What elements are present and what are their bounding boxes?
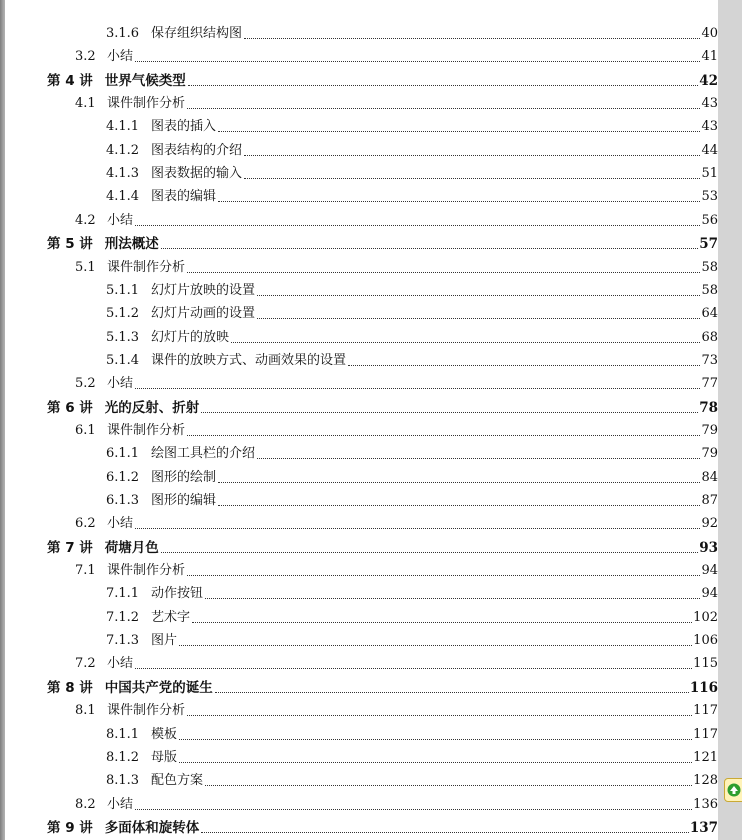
toc-title: 模板 bbox=[151, 727, 178, 742]
toc-row-sub bbox=[5, 137, 742, 159]
toc-title: 荷塘月色 bbox=[104, 540, 159, 556]
toc-leader-dots bbox=[201, 831, 689, 833]
toc-page-number: 51 bbox=[701, 166, 718, 181]
toc-row-sub bbox=[5, 487, 742, 509]
toc-row-section bbox=[5, 417, 742, 439]
toc-page-number: 77 bbox=[701, 376, 718, 391]
toc-page-number: 58 bbox=[701, 283, 718, 298]
toc-page-number: 43 bbox=[701, 96, 718, 111]
toc-page-number: 84 bbox=[701, 470, 718, 485]
toc-row-section bbox=[5, 370, 742, 392]
toc-title: 艺术字 bbox=[151, 610, 191, 625]
toc-title: 绘图工具栏的介绍 bbox=[151, 446, 256, 461]
toc-page-number: 117 bbox=[693, 703, 718, 718]
toc-title: 图形的绘制 bbox=[151, 470, 217, 485]
toc-title: 动作按钮 bbox=[151, 586, 204, 601]
toc-row-sub bbox=[5, 627, 742, 649]
toc-number: 第 5 讲 bbox=[47, 236, 93, 252]
toc-number: 3.2 bbox=[75, 49, 96, 64]
toc-row-sub bbox=[5, 604, 742, 626]
viewer-right-gutter bbox=[718, 0, 742, 840]
toc-page-number: 117 bbox=[693, 727, 718, 742]
toc-leader-dots bbox=[187, 271, 700, 273]
toc-page-number: 102 bbox=[693, 610, 718, 625]
toc-number: 5.1.3 bbox=[106, 330, 140, 345]
scroll-up-arrow-icon bbox=[727, 783, 741, 797]
toc-title: 保存组织结构图 bbox=[151, 26, 243, 41]
toc-leader-dots bbox=[244, 177, 700, 179]
toc-page-number: 79 bbox=[701, 423, 718, 438]
toc-title: 课件制作分析 bbox=[107, 260, 186, 275]
toc-page-number: 64 bbox=[701, 306, 718, 321]
toc-page-number: 94 bbox=[701, 586, 718, 601]
toc-leader-dots bbox=[179, 761, 692, 763]
toc-row-chapter bbox=[5, 674, 742, 696]
toc-row-sub bbox=[5, 767, 742, 789]
toc-title: 图表结构的介绍 bbox=[151, 143, 243, 158]
toc-title: 图表数据的输入 bbox=[151, 166, 243, 181]
toc-number: 第 8 讲 bbox=[47, 680, 93, 696]
toc-title: 幻灯片放映的设置 bbox=[151, 283, 256, 298]
toc-title: 小结 bbox=[107, 376, 134, 391]
toc-title: 世界气候类型 bbox=[104, 73, 186, 89]
toc-page-number: 58 bbox=[701, 260, 718, 275]
toc-title: 课件制作分析 bbox=[107, 563, 186, 578]
toc-row-sub bbox=[5, 160, 742, 182]
toc-row-section bbox=[5, 510, 742, 532]
toc-page-number: 53 bbox=[701, 189, 718, 204]
toc-leader-dots bbox=[205, 784, 692, 786]
toc-title: 课件制作分析 bbox=[107, 96, 186, 111]
toc-title: 图表的插入 bbox=[151, 119, 217, 134]
toc-number: 4.1.1 bbox=[106, 119, 140, 134]
toc-leader-dots bbox=[161, 247, 698, 249]
toc-number: 5.1.1 bbox=[106, 283, 140, 298]
toc-number: 第 4 讲 bbox=[47, 73, 93, 89]
toc-leader-dots bbox=[188, 84, 698, 86]
toc-number: 6.2 bbox=[75, 516, 96, 531]
toc-page-number: 92 bbox=[701, 516, 718, 531]
toc-row-section bbox=[5, 650, 742, 672]
toc-leader-dots bbox=[218, 200, 700, 202]
toc-number: 4.1 bbox=[75, 96, 96, 111]
toc-page-number: 115 bbox=[693, 656, 718, 671]
toc-title: 课件的放映方式、动画效果的设置 bbox=[151, 353, 347, 368]
toc-row-sub bbox=[5, 20, 742, 42]
toc-number: 4.1.4 bbox=[106, 189, 140, 204]
toc-leader-dots bbox=[257, 317, 700, 319]
toc-title: 图形的编辑 bbox=[151, 493, 217, 508]
toc-number: 3.1.6 bbox=[106, 26, 140, 41]
toc-title: 幻灯片的放映 bbox=[151, 330, 230, 345]
toc-row-sub bbox=[5, 580, 742, 602]
toc-row-chapter bbox=[5, 394, 742, 416]
toc-row-chapter bbox=[5, 814, 742, 836]
toc-number: 7.1 bbox=[75, 563, 96, 578]
toc-leader-dots bbox=[257, 457, 700, 459]
toc-number: 5.2 bbox=[75, 376, 96, 391]
toc-leader-dots bbox=[135, 667, 692, 669]
toc-row-section bbox=[5, 43, 742, 65]
toc-number: 8.1.2 bbox=[106, 750, 140, 765]
toc-row-chapter bbox=[5, 67, 742, 89]
toc-title: 图表的编辑 bbox=[151, 189, 217, 204]
toc-page-number: 87 bbox=[701, 493, 718, 508]
toc-title: 小结 bbox=[107, 797, 134, 812]
toc-leader-dots bbox=[187, 434, 700, 436]
toc-title: 配色方案 bbox=[151, 773, 204, 788]
toc-number: 5.1.4 bbox=[106, 353, 140, 368]
toc-leader-dots bbox=[187, 714, 692, 716]
toc-leader-dots bbox=[201, 411, 698, 413]
toc-title: 课件制作分析 bbox=[107, 423, 186, 438]
toc-page-number: 57 bbox=[699, 236, 718, 252]
toc-row-chapter bbox=[5, 534, 742, 556]
toc-number: 7.1.1 bbox=[106, 586, 140, 601]
toc-leader-dots bbox=[135, 224, 700, 226]
toc-page-number: 68 bbox=[701, 330, 718, 345]
toc-leader-dots bbox=[231, 341, 700, 343]
toc-leader-dots bbox=[135, 527, 700, 529]
toc-number: 6.1.2 bbox=[106, 470, 140, 485]
toc-row-sub bbox=[5, 347, 742, 369]
toc-leader-dots bbox=[257, 294, 700, 296]
toc-row-section bbox=[5, 254, 742, 276]
toc-title: 小结 bbox=[107, 213, 134, 228]
toc-number: 第 7 讲 bbox=[47, 540, 93, 556]
toc-leader-dots bbox=[218, 130, 700, 132]
toc-leader-dots bbox=[244, 154, 700, 156]
toc-page-number: 44 bbox=[701, 143, 718, 158]
toc-page-number: 94 bbox=[701, 563, 718, 578]
toc-row-section bbox=[5, 557, 742, 579]
toc-leader-dots bbox=[135, 60, 700, 62]
toc-page-number: 137 bbox=[689, 820, 718, 836]
toc-number: 6.1.1 bbox=[106, 446, 140, 461]
toc-title: 多面体和旋转体 bbox=[104, 820, 200, 836]
toc-leader-dots bbox=[179, 644, 692, 646]
toc-leader-dots bbox=[218, 504, 700, 506]
toc-row-chapter bbox=[5, 230, 742, 252]
toc-leader-dots bbox=[348, 364, 700, 366]
toc-title: 图片 bbox=[151, 633, 178, 648]
toc-page-number: 116 bbox=[689, 680, 718, 696]
toc-leader-dots bbox=[135, 808, 692, 810]
toc-number: 5.1.2 bbox=[106, 306, 140, 321]
toc-title: 刑法概述 bbox=[104, 236, 159, 252]
toc-title: 小结 bbox=[107, 516, 134, 531]
toc-page-number: 106 bbox=[693, 633, 718, 648]
toc-leader-dots bbox=[244, 37, 700, 39]
toc-number: 第 6 讲 bbox=[47, 400, 93, 416]
toc-number: 6.1.3 bbox=[106, 493, 140, 508]
document-page bbox=[5, 0, 718, 840]
toc-leader-dots bbox=[187, 574, 700, 576]
toc-title: 幻灯片动画的设置 bbox=[151, 306, 256, 321]
toc-number: 5.1 bbox=[75, 260, 96, 275]
toc-leader-dots bbox=[192, 621, 692, 623]
toc-page-number: 93 bbox=[699, 540, 718, 556]
toc-page-number: 43 bbox=[701, 119, 718, 134]
toc-leader-dots bbox=[179, 738, 692, 740]
toc-number: 4.1.3 bbox=[106, 166, 140, 181]
toc-row-sub bbox=[5, 464, 742, 486]
scroll-to-top-button[interactable] bbox=[724, 778, 742, 802]
toc-page-number: 121 bbox=[693, 750, 718, 765]
toc-number: 7.1.2 bbox=[106, 610, 140, 625]
toc-title: 母版 bbox=[151, 750, 178, 765]
toc-number: 8.2 bbox=[75, 797, 96, 812]
toc-leader-dots bbox=[187, 107, 700, 109]
toc-page-number: 128 bbox=[693, 773, 718, 788]
toc-title: 光的反射、折射 bbox=[104, 400, 200, 416]
toc-page-number: 136 bbox=[693, 797, 718, 812]
toc-number: 7.1.3 bbox=[106, 633, 140, 648]
toc-page-number: 41 bbox=[701, 49, 718, 64]
toc-number: 第 9 讲 bbox=[47, 820, 93, 836]
toc-number: 8.1 bbox=[75, 703, 96, 718]
toc-row-sub bbox=[5, 440, 742, 462]
toc-row-sub bbox=[5, 721, 742, 743]
toc-row-sub bbox=[5, 744, 742, 766]
toc-number: 8.1.3 bbox=[106, 773, 140, 788]
toc-number: 4.2 bbox=[75, 213, 96, 228]
toc-title: 小结 bbox=[107, 656, 134, 671]
toc-leader-dots bbox=[218, 481, 700, 483]
toc-row-section bbox=[5, 697, 742, 719]
toc-row-sub bbox=[5, 277, 742, 299]
toc-number: 6.1 bbox=[75, 423, 96, 438]
toc-row-section bbox=[5, 90, 742, 112]
toc-leader-dots bbox=[205, 597, 700, 599]
toc-number: 8.1.1 bbox=[106, 727, 140, 742]
toc-row-sub bbox=[5, 183, 742, 205]
toc-leader-dots bbox=[161, 551, 698, 553]
toc-page-number: 42 bbox=[699, 73, 718, 89]
toc-row-section bbox=[5, 791, 742, 813]
toc-title: 课件制作分析 bbox=[107, 703, 186, 718]
toc-title: 中国共产党的诞生 bbox=[104, 680, 213, 696]
toc-number: 4.1.2 bbox=[106, 143, 140, 158]
toc-page-number: 78 bbox=[699, 400, 718, 416]
toc-row-sub bbox=[5, 300, 742, 322]
toc-page-number: 56 bbox=[701, 213, 718, 228]
toc-page-number: 79 bbox=[701, 446, 718, 461]
toc-leader-dots bbox=[135, 387, 700, 389]
toc-leader-dots bbox=[215, 691, 689, 693]
toc-row-sub bbox=[5, 324, 742, 346]
toc-page-number: 40 bbox=[701, 26, 718, 41]
toc-page-number: 73 bbox=[701, 353, 718, 368]
toc-title: 小结 bbox=[107, 49, 134, 64]
toc-number: 7.2 bbox=[75, 656, 96, 671]
toc-row-sub bbox=[5, 113, 742, 135]
toc-row-section bbox=[5, 207, 742, 229]
